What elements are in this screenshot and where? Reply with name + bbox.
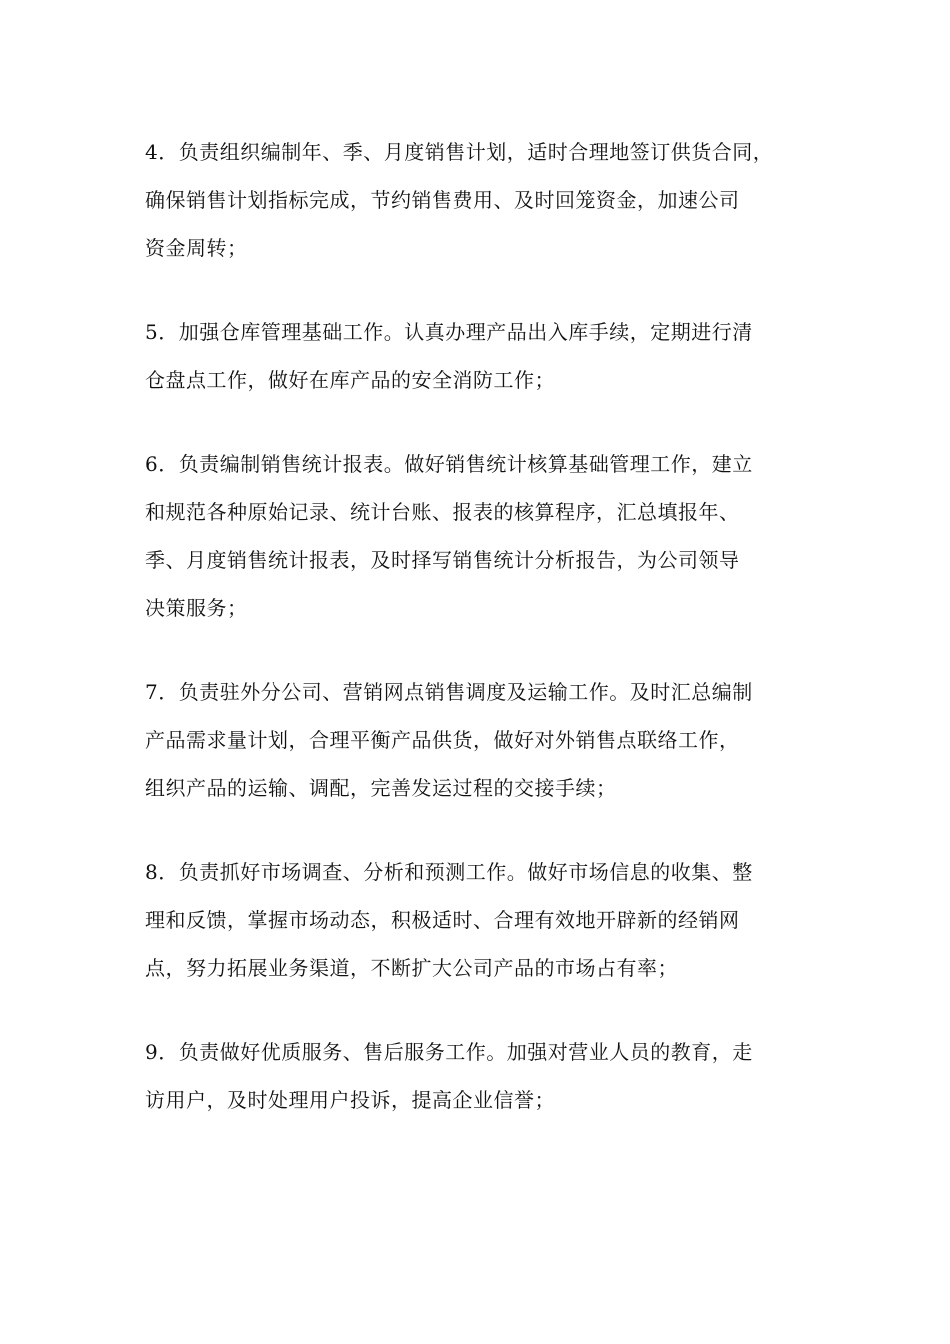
paragraph-item-7	[145, 668, 815, 812]
paragraph-item-5	[145, 308, 815, 404]
paragraph-line: 8．负责抓好市场调查、分析和预测工作。做好市场信息的收集、整	[145, 860, 753, 884]
paragraph-line: 和规范各种原始记录、统计台账、报表的核算程序，汇总填报年、	[145, 500, 740, 524]
paragraph-line: 决策服务；	[145, 596, 248, 620]
paragraph-line: 仓盘点工作，做好在库产品的安全消防工作；	[145, 368, 555, 392]
paragraph-line: 9．负责做好优质服务、售后服务工作。加强对营业人员的教育，走	[145, 1040, 753, 1064]
paragraph-line: 确保销售计划指标完成，节约销售费用、及时回笼资金，加速公司	[145, 188, 740, 212]
paragraph-item-6	[145, 440, 815, 632]
paragraph-item-9	[145, 1028, 815, 1124]
paragraph-line: 产品需求量计划，合理平衡产品供货，做好对外销售点联络工作，	[145, 728, 740, 752]
paragraph-line: 理和反馈，掌握市场动态，积极适时、合理有效地开辟新的经销网	[145, 908, 740, 932]
paragraph-line: 6．负责编制销售统计报表。做好销售统计核算基础管理工作，建立	[145, 452, 753, 476]
paragraph-line: 组织产品的运输、调配，完善发运过程的交接手续；	[145, 776, 617, 800]
paragraph-line: 季、月度销售统计报表，及时择写销售统计分析报告，为公司领导	[145, 548, 740, 572]
paragraph-line: 5．加强仓库管理基础工作。认真办理产品出入库手续，定期进行清	[145, 320, 753, 344]
paragraph-line: 7．负责驻外分公司、营销网点销售调度及运输工作。及时汇总编制	[145, 680, 753, 704]
paragraph-item-4	[145, 128, 815, 272]
paragraph-line: 4．负责组织编制年、季、月度销售计划，适时合理地签订供货合同，	[145, 140, 774, 164]
document-body	[145, 128, 815, 1160]
paragraph-line: 访用户，及时处理用户投诉，提高企业信誉；	[145, 1088, 555, 1112]
paragraph-line: 资金周转；	[145, 236, 248, 260]
paragraph-line: 点，努力拓展业务渠道，不断扩大公司产品的市场占有率；	[145, 956, 678, 980]
paragraph-item-8	[145, 848, 815, 992]
